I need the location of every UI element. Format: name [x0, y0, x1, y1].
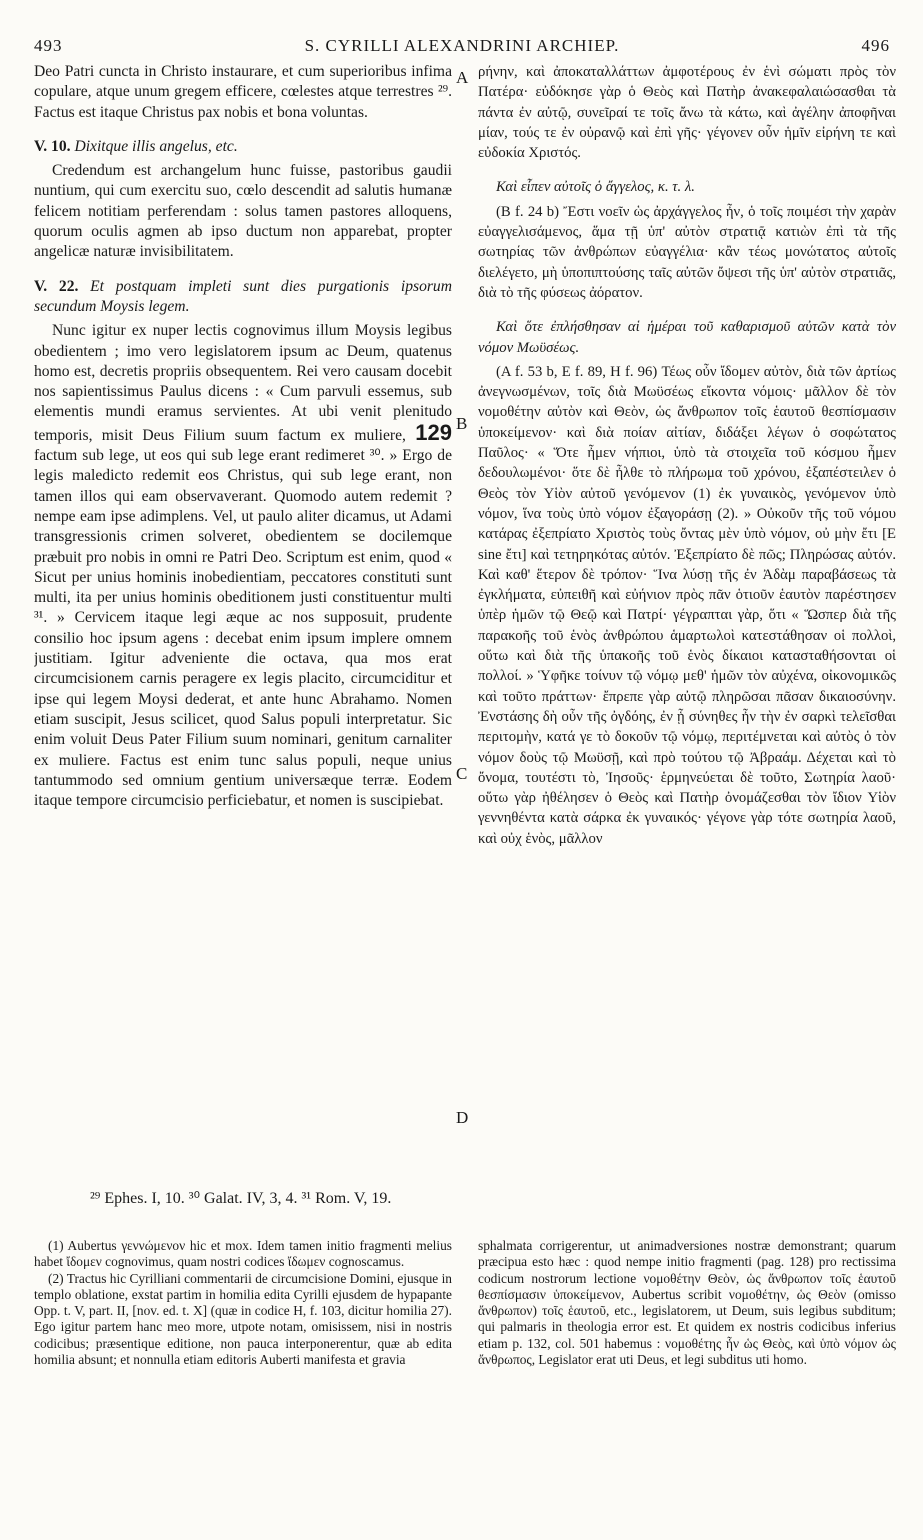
margin-letter-a: A — [456, 68, 469, 87]
editor-note: (1) Aubertus γεννώμενον hic et mox. Idem tamen initio fragmenti melius habet ἴδομεν cognovimus, quam nostri codices ἴδωμεν cognoscamus. — [34, 1238, 452, 1270]
margin-letter-c: C — [456, 764, 468, 783]
verse-heading-greek — [478, 177, 896, 197]
margin-letter-b: B — [456, 414, 468, 433]
greek-paragraph: ρήνην, καὶ ἀποκαταλλάττων ἀμφοτέρους ἐν ἑνὶ σώματι πρὸς τὸν Πατέρα· εὐδόκησε γὰρ ὁ Θεὸς καὶ Πατὴρ ἀνακεφαλαιώσασθαι τὰ πάντα ἐν αὐτῷ, συνεῖραί τε τοῖς ἄνω τὰ κάτω, καὶ ἀγέλην ἀποφῆναι μίαν, τούς τε ἐν οὐρανῷ καὶ ἐπὶ γῆς· γέγονεν οὖν ἡμῖν εἰρήνη τε καὶ εὐδοκία Χριστός. — [478, 64, 896, 162]
verse-heading-greek — [478, 317, 896, 358]
editor-notes-left — [34, 1238, 452, 1518]
column-number: 129 — [415, 419, 452, 445]
running-title: S. CYRILLI ALEXANDRINI ARCHIEP. — [304, 36, 620, 55]
running-header — [34, 36, 890, 60]
scripture-footnotes: ²⁹ Ephes. I, 10. ³⁰ Galat. IV, 3, 4. ³¹ Rom. V, 19. — [90, 1190, 392, 1207]
verse-number: V. 22. — [34, 277, 79, 295]
verse-heading — [34, 277, 452, 318]
verse-number: V. 10. — [34, 137, 71, 155]
latin-text-segment: Nunc igitur ex nuper lectis cognovimus illum Moysis legibus obedientem ; imo vero legislatorem ipsum ac Deum, quatenus homo est, decretis propriis obsequentem. Rei vero causam docebit nos sapientissimus Paulus dicens : « Cum parvuli essemus, sub elementis mundi eramus servientes. At ubi venit plenitudo temporis, misit Deus Filium suum factum ex muliere, — [34, 322, 452, 444]
verse-text-greek: Καὶ ὅτε ἐπλήσθησαν αἱ ἡμέραι τοῦ καθαρισμοῦ αὐτῶν κατὰ τὸν νόμον Μωϋσέως. — [478, 319, 896, 356]
verse-text: Et postquam impleti sunt dies purgationis ipsorum secundum Moysis legem. — [34, 277, 452, 315]
margin-letter-d: D — [456, 1108, 469, 1127]
greek-column — [478, 62, 896, 1182]
verse-text-greek: Καὶ εἶπεν αὐτοῖς ὁ ἄγγελος, κ. τ. λ. — [496, 179, 695, 196]
editor-note: sphalmata corrigerentur, ut animadversiones nostræ demonstrant; quarum præcipua esto hæc : quod nempe initio fragmenti (pag. 128) pro rectissima codicum nostrorum lectione νομοθέτην Θεὸν, ὡς ἄνθρωπον τοῖς ἑαυτοῦ θεσπίσμασιν ὑποκείμενον, Aubertus scribit νομοθέτην, ὡς Θεὸν (omisso ἄνθρωπον) τοῖς ἑαυτοῦ, etc., legislatorem, ut Deum, suis legibus subditum; qui palmaris in theologia error est. Et quidem ex nostris codicibus inferius etiam p. 132, col. 501 habemus : νομοθέτης ἦν ὡς Θεὸς, καὶ ὑπὸ νόμον ὡς ἄνθρωπος, Legislator erat uti Deus, et legi subditus uti homo. — [478, 1238, 896, 1368]
verse-text: Dixitque illis angelus, etc. — [74, 137, 238, 155]
editor-note: (2) Tractus hic Cyrilliani commentarii de circumcisione Domini, ejusque in templo oblatione, exstat partim in homilia edita Cyrilli ejusdem de hypapante Opp. t. V, part. II, [nov. ed. t. X] (quæ in codice H, f. 103, dicitur homilia 27). Ego igitur partem hanc meo more, utpote notam, omisissem, nisi in nostris codicibus; præsentique editione, non pauca interponerentur, quæ ab edita homilia absunt; et nonnulla etiam editoris Auberti manifesta et gravia — [34, 1270, 452, 1368]
latin-paragraph: Deo Patri cuncta in Christo instaurare, et cum superioribus infima copulare, atque unum gregem efficere, cœlestes atque terrestres ²⁹. Factus est itaque Christus pax nobis et bona voluntas. — [34, 63, 452, 121]
latin-paragraph: Credendum est archangelum hunc fuisse, pastoribus gaudii nuntium, qui cum exercitu suo, cœlo descendit ad salutis humanæ felicem notitiam perferendam : solus tamen pastores alloquens, quorum oculis agmen ab ipso ductum non apparebat, propter angelicæ naturæ invisibilitatem. — [34, 162, 452, 261]
editor-notes-right — [478, 1238, 896, 1518]
greek-paragraph: (A f. 53 b, E f. 89, H f. 96) Τέως οὖν ἴδομεν αὐτὸν, διὰ τῶν ἀρτίως ἀνεγνωσμένων, τοῖς διὰ Μωϋσέως εἴκοντα νόμοις· μᾶλλον δὲ τὸν νομοθέτην αὐτὸν καὶ Θεὸν, ὡς ἄνθρωπον τοῖς ἑαυτοῦ θεσπίσμασιν ὑποκείμενον· καὶ διὰ ποίαν αἰτίαν, διδάξει λέγων ὁ σοφώτατος Παῦλος· « Ὅτε ἦμεν νήπιοι, ὑπὸ τὰ στοιχεῖα τοῦ κόσμου ἦμεν δεδουλωμένοι· ὅτε δὲ ἦλθε τὸ πλήρωμα τοῦ χρόνου, ἐξαπέστειλεν ὁ Θεὸς τὸν Υἱὸν αὐτοῦ γενόμενον (1) ἐκ γυναικὸς, γενόμενον ὑπὸ νόμον, ἵνα τοὺς ὑπὸ νόμον ἐξαγοράσῃ (2). » Οὐκοῦν τῆς τοῦ νόμου κατάρας ἐξεπρίατο Χριστὸς τοὺς ὄντας μὲν ὑπὸ νόμον, οὐ μὴν ἔτι [E sine ἔτι] καὶ τετηρηκότας αὐτόν. Ἐξεπρίατο δὲ πῶς; Πληρώσας αὐτόν. Καὶ καθ' ἕτερον δὲ τρόπον· Ἵνα λύσῃ τῆς ἐν Ἀδὰμ παραβάσεως τὰ ἐγκλήματα, εὐπειθῆ καὶ εὐήνιον πρὸς πᾶν ὁτιοῦν ἑαυτὸν παρέστησεν ὑπὲρ ἡμῶν τῷ Θεῷ καὶ Πατρί· γέγραπται γὰρ, ὅτι « Ὥσπερ διὰ τῆς παρακοῆς τοῦ ἑνὸς ἀνθρώπου ἁμαρτωλοὶ κατεστάθησαν οἱ πολλοὶ, οὕτω καὶ διὰ τῆς ὑπακοῆς τοῦ ἑνὸς δίκαιοι κατασταθήσονται οἱ πολλοί. » Ὑφῆκε τοίνυν τῷ νόμῳ μεθ' ἡμῶν τὸν αὐχένα, οἰκονομικῶς καὶ τοῦτο πράττων· ἔπρεπε γὰρ αὐτῷ πληρῶσαι πᾶσαν δικαιοσύνην. Ἐνστάσης δὴ οὖν τῆς ὀγδόης, ἐν ᾗ σύνηθες ἦν τὴν ἐν σαρκὶ τελεῖσθαι περιτομὴν, κατά γε τὸ δοκοῦν τῷ νόμῳ, περιτέμνεται καὶ αὐτὸς ὁ τὸν νόμον δοὺς τῷ Μωϋσῇ, καὶ πρὸ τούτου τῷ Ἀβραάμ. Δέχεται καὶ τὸ ὄνομα, τουτέστι τὸ, Ἰησοῦς· ἑρμηνεύεται δὲ τοῦτο, Σωτηρία λαοῦ· οὕτω γὰρ ἠθέλησεν ὁ Θεὸς καὶ Πατὴρ ὀνομάζεσθαι τὸν ἴδιον Υἱὸν γεννηθέντα κατὰ σάρκα ἐκ γυναικός· γέγονε γὰρ τότε σωτηρία λαοῦ, καὶ οὐχ ἑνὸς, μᾶλλον — [478, 363, 896, 847]
page-number-right: 496 — [861, 36, 890, 55]
latin-text-segment: factum sub lege, ut eos qui sub lege erant redimeret ³⁰. » Ergo de legis maledicto redemit eos Christus, qui sub lege erant, non tamen illos qui eam observaverant. Quomodo autem redemit ? nempe eam ipse adimplens. Vel, ut paulo aliter dicamus, ut Adami transgressionis crimen solveret, obedientem se docilemque præbuit pro nobis in omni re Patri Deo. Scriptum est enim, quod « Sicut per unius hominis inobedientiam, peccatores constituti sunt multi, ita per unius hominis obeditionem justi constituentur multi ³¹. » Cervicem itaque legi æque ac nos supposuit, prudente consilio hoc ipsum agens : decebat enim ipsum implere omnem justitiam. Igitur adveniente die octava, qua mos erat circumcisionem carnis peragere ex legis placito, circumciditur et ipse qui legem Moysi dederat, et ante hunc Abrahamo. Nomen etiam suscipit, Jesus scilicet, quod Salus populi interpretatur. Sic enim voluit Deus Pater Filium suum nominari, genitum carnaliter ex muliere. Factus est enim tunc salus populi, neque unius tantummodo sed omnium gentium universæque terræ. Eodem itaque tempore circumcisio perficiebatur, et nomen is suscipiebat. — [34, 447, 452, 810]
latin-column — [34, 62, 452, 1182]
greek-paragraph: (B f. 24 b) Ἔστι νοεῖν ὡς ἀρχάγγελος ἦν, ὁ τοῖς ποιμέσι τὴν χαρὰν εὐαγγελισάμενος, ἅμα τῇ ὑπ' αὐτὸν στρατιᾷ κατιὼν ἐπὶ τὰ τῆς σωτηρίας τῶν ἀνθρώπων εὐαγγέλια· κἂν τέως μονώτατος αὐτοῖς διελέγετο, μὴ ὑποπιπτούσης ταῖς αὐτῶν ὄψεσι τῆς ὑπ' αὐτὸν στρατιᾶς, διὰ τὸ τῆς φύσεως ἀόρατον. — [478, 203, 896, 301]
page-number-left: 493 — [34, 36, 63, 55]
latin-paragraph — [34, 321, 452, 811]
verse-heading — [34, 137, 452, 157]
